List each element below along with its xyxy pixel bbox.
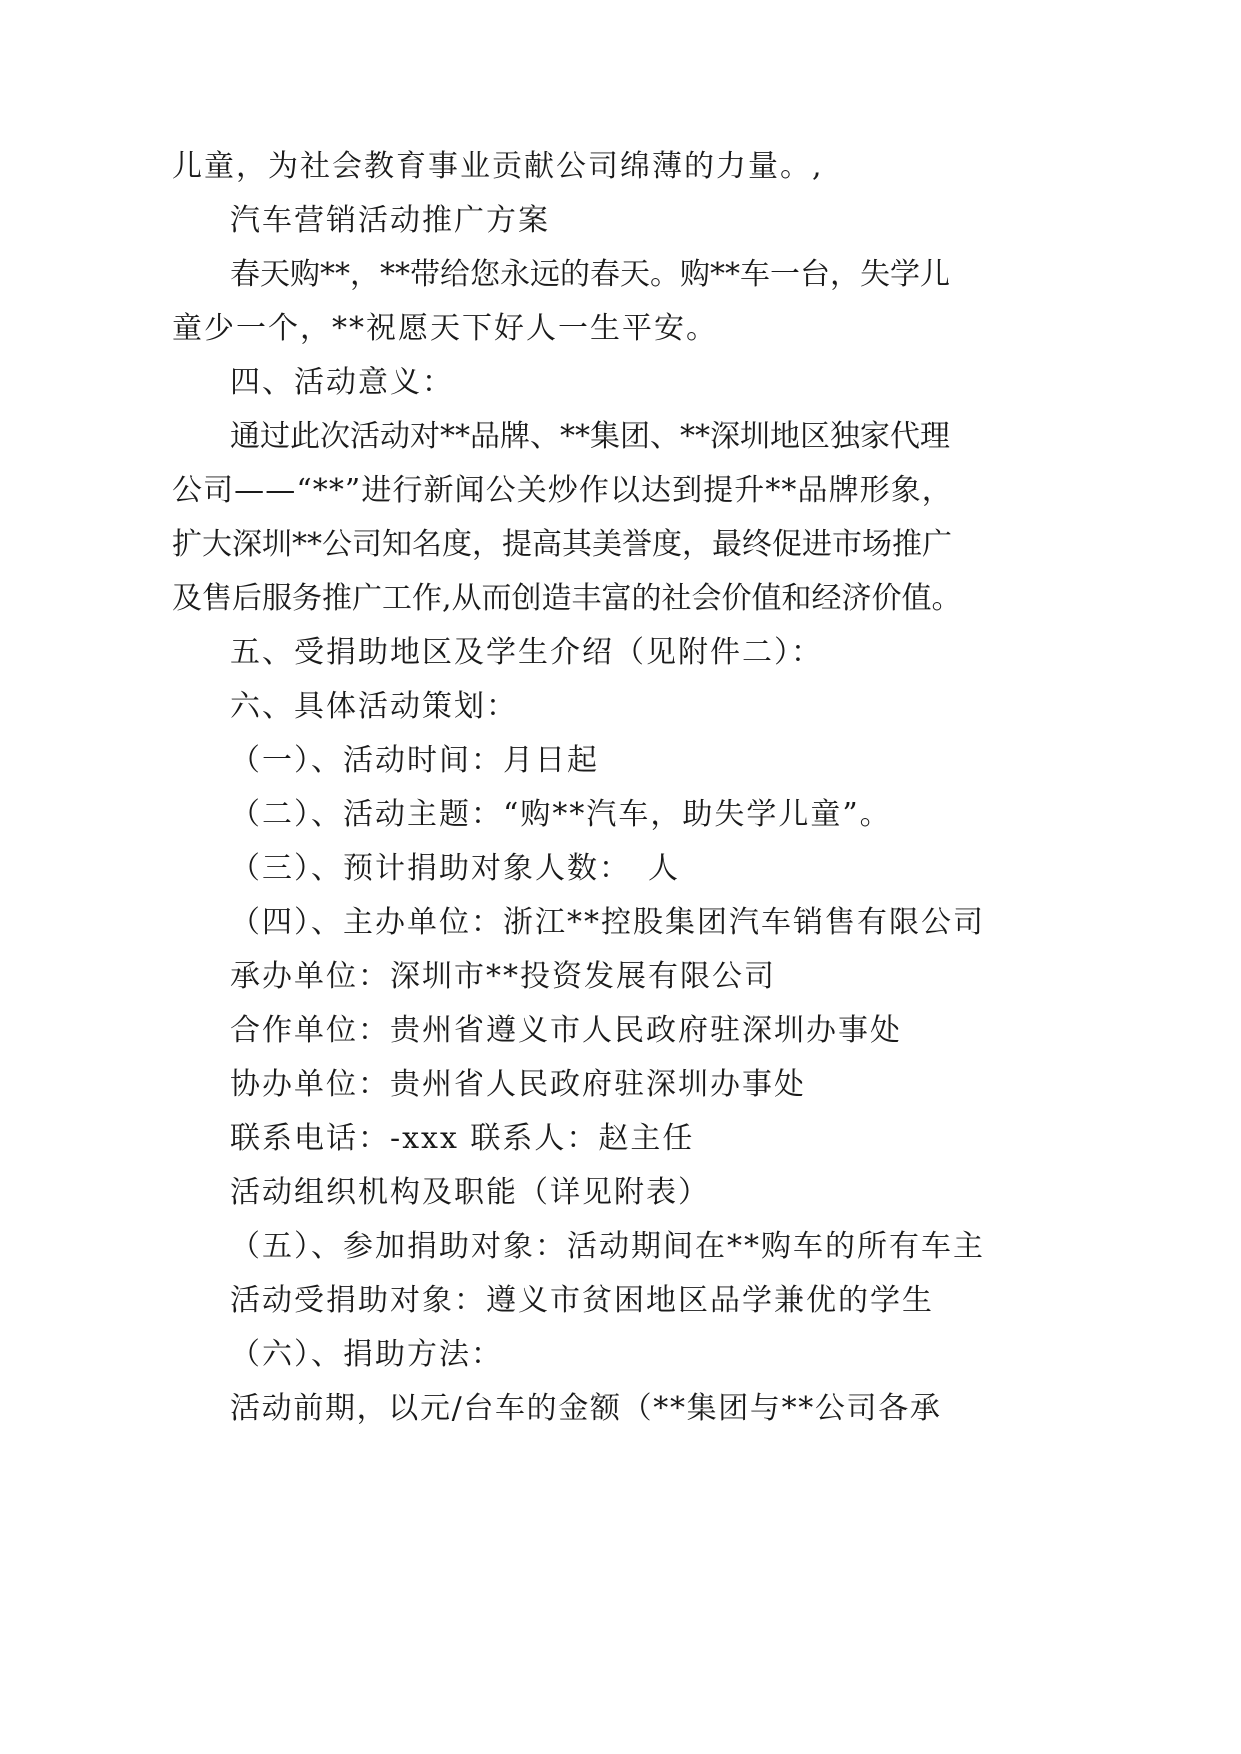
text-line-12: （一）、活动时间：月日起 [230,743,599,778]
text-line-9: 及 售 后 服 务 推 广 工 作 , 从 而 创 造 丰 富 的 社 会 价 值 和 经 济 价 值 。 [172,581,962,616]
text-line-5: 四、活动意义： [230,365,454,400]
text-line-6: 通 过 此 次 活 动 对 * * 品 牌 、 * * 集 团 、 * * 深 圳 地 区 独 家 代 理 [230,419,950,454]
text-line-22: 活动受捐助对象：遵义市贫困地区品学兼优的学生 [230,1283,934,1318]
text-line-23: （六）、捐助方法： [230,1337,503,1372]
text-line-19: 联系电话：-xxx 联系人：赵主任 [230,1121,695,1156]
text-line-15: （四）、主办单位：浙江**控股集团汽车销售有限公司 [230,905,985,940]
text-line-14: （三）、预计捐助对象人数： 人 [230,851,680,886]
text-line-8: 扩 大 深 圳 * * 公 司 知 名 度 ， 提 高 其 美 誉 度 ， 最 终 促 进 市 场 推 广 [172,527,952,562]
text-line-4: 童少一个，**祝愿天下好人一生平安。 [172,311,718,346]
text-line-24: 活 动 前 期 ， 以 元 / 台 车 的 金 额 （ * * 集 团 与 * * 公 司 各 承 [230,1391,940,1426]
text-line-11: 六、具体活动策划： [230,689,518,724]
text-line-17: 合作单位：贵州省遵义市人民政府驻深圳办事处 [230,1013,902,1048]
text-line-10: 五、受捐助地区及学生介绍（见附件二）： [230,635,823,670]
text-line-1: 儿童，为社会教育事业贡献公司绵薄的力量。, [172,149,824,184]
text-line-20: 活动组织机构及职能（详见附表） [230,1175,710,1210]
text-line-3: 春 天 购 * * ， * * 带 给 您 永 远 的 春 天 。 购 * * 车 一 台 ， 失 学 儿 [230,257,950,292]
text-line-2: 汽车营销活动推广方案 [230,203,550,238]
text-line-16: 承办单位：深圳市**投资发展有限公司 [230,959,776,994]
text-line-18: 协办单位：贵州省人民政府驻深圳办事处 [230,1067,806,1102]
text-line-7: 公 司 — — “ * * ” 进 行 新 闻 公 关 炒 作 以 达 到 提 升 * * 品 牌 形 象 ， [172,473,952,508]
text-line-13: （二）、活动主题：“购**汽车，助失学儿童”。 [230,797,892,832]
text-line-21: （五）、参加捐助对象：活动期间在**购车的所有车主 [230,1229,985,1264]
